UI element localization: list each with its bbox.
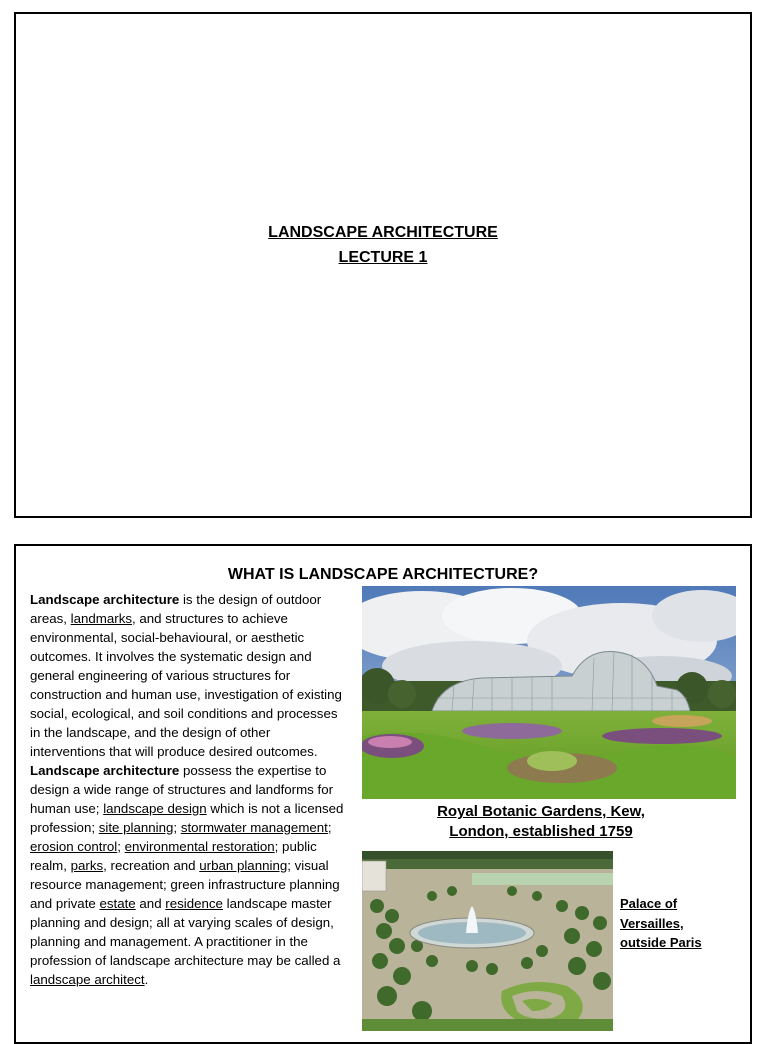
link-erosion-control[interactable]: erosion control [30,839,118,854]
link-stormwater-management[interactable]: stormwater management [180,820,328,835]
link-site-planning[interactable]: site planning [98,820,174,835]
text-run: landscape master planning and design; all at varying scales of design, planning and management. A practitioner in the profession of landscape architecture may be called a [30,896,341,968]
text-run: possess the expertise to design a wide range of structures and landforms for human use; [30,763,334,816]
caption-kew-line-1: Royal Botanic Gardens, Kew, [437,803,645,820]
caption-versailles-line-3: outside Paris [620,935,702,950]
link-environmental-restoration[interactable]: environmental restoration [124,839,275,854]
text-run: ; [173,820,181,835]
link-parks[interactable]: parks [70,858,104,873]
text-run: ; [327,820,332,835]
slide-definition [14,544,752,1044]
paragraph-2 [30,761,348,989]
slide-heading: WHAT IS LANDSCAPE ARCHITECTURE? [227,566,539,583]
paragraph-1 [30,590,348,761]
slide-title-heading [16,220,750,270]
text-run: ; [117,839,125,854]
link-residence[interactable]: residence [165,896,223,911]
title-line-1: LANDSCAPE ARCHITECTURE [268,224,498,241]
text-run: , recreation and [103,858,200,873]
bold-term: Landscape architecture [30,592,180,607]
link-landscape-architect[interactable]: landscape architect [30,972,145,987]
text-run: . [144,972,149,987]
kew-gardens-photo [362,586,736,799]
link-urban-planning[interactable]: urban planning [199,858,288,873]
text-run: which is not a licensed profession; [30,801,344,835]
caption-kew-line-2: London, established 1759 [449,823,633,840]
definition-text [30,590,348,989]
link-estate[interactable]: estate [99,896,136,911]
text-run: ; public realm, [30,839,317,873]
link-landmarks[interactable]: landmarks [70,611,132,626]
text-run: is the design of outdoor areas, [30,592,322,626]
title-line-2: LECTURE 1 [338,249,428,266]
caption-versailles-line-2: Versailles, [620,915,684,931]
text-run: ; visual resource management; green infrastructure planning and private [30,858,340,911]
slide-title [14,12,752,518]
text-run: and [135,896,166,911]
link-landscape-design[interactable]: landscape design [103,801,207,816]
caption-versailles-line-1: Palace of [620,896,678,911]
text-run: , and structures to achieve environmental, social-behavioural, or aesthetic outcomes. It involves the systematic design and general engineering of various structures for construction and human use, investigation of existing social, ecological, and soil conditions and processes in the landscape, and the design of other interventions that will produce desired outcomes. [30,611,342,759]
caption-versailles [620,894,740,953]
caption-kew [362,802,720,842]
versailles-gardens-photo [362,851,613,1031]
bold-term: Landscape architecture [30,763,180,778]
